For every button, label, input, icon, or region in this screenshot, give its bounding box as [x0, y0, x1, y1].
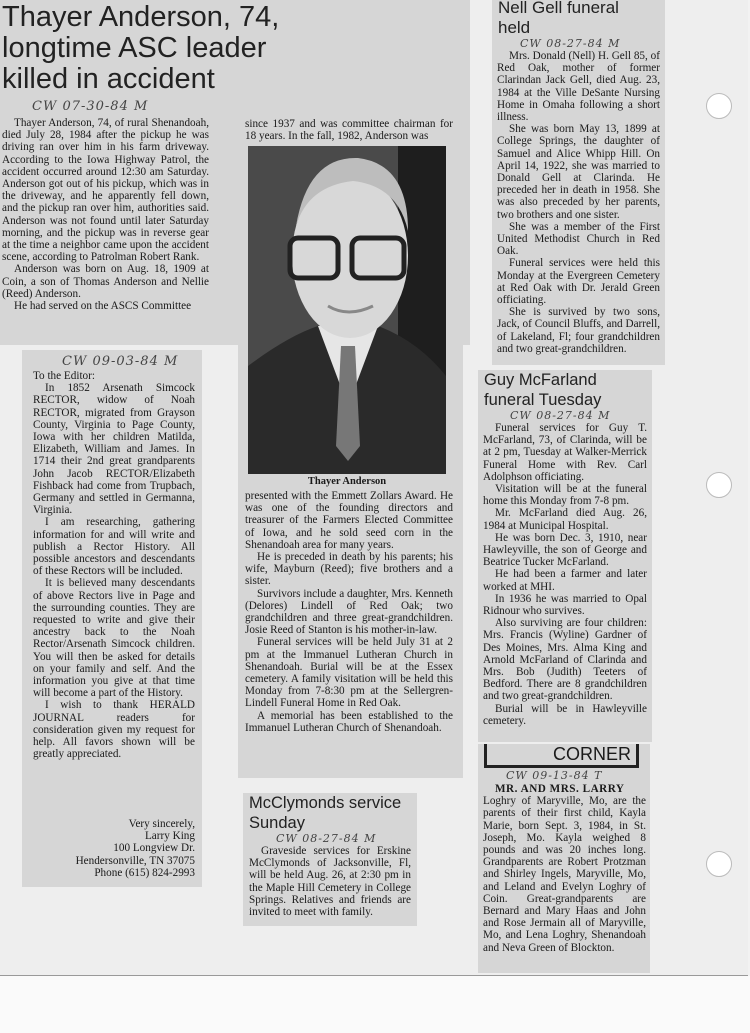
- paragraph: She was born May 13, 1899 at College Springs, the daughter of Samuel and Alice Whipp Hill. On April 14, 1922, she was married to Donald Gell at Clarinda. He preceded her in death in 1958. She was also preceded by her parents, two brothers and one sister.: [497, 123, 660, 221]
- article-body-col2: [245, 118, 453, 142]
- paragraph: presented with the Emmett Zollars Award. He was one of the founding directors and treasurer of the Farmers Elected Committee of Iowa, and he sold seed corn in the Shenandoah area for many years.: [245, 490, 453, 551]
- punch-hole-icon: [706, 851, 732, 877]
- paragraph: He was born Dec. 3, 1910, near Hawleyville, the son of George and Beatrice Tucker McFarland.: [483, 531, 647, 569]
- article-body: [497, 50, 660, 355]
- paragraph: Also surviving are four children: Mrs. Francis (Wyline) Gardner of Des Moines, Mrs. Alma King and Arnold McFarland of Clarinda and Mrs. Bob (Judith) Teeters of Bedford. There are 8 grandchildren and two great-grandchildren.: [483, 617, 647, 703]
- paragraph: Graveside services for Erskine McClymonds of Jacksonville, Fl, will be held Aug. 26, at 2:30 pm in the Maple Hill Cemetery in College Springs. Relatives and friends are invited to meet with family.: [249, 845, 411, 919]
- headline: Nell Gell funeral held: [498, 0, 619, 37]
- paragraph: He is preceded in death by his parents; his wife, Mayburn (Reed); five brothers and a sister.: [245, 551, 453, 588]
- paragraph: Thayer Anderson, 74, of rural Shenandoah, died July 28, 1984 after the pickup he was driving ran over him in his farm driveway. According to the Iowa Highway Patrol, the accident occurred around 12:30 am Saturday. Anderson got out of his pickup, which was in the driveway, and he apparently fell down, and the pickup ran over him, authorities said. Anderson was not found until later Saturday morning, and the pickup was in reverse gear at the time a neighbor came upon the accident scene, according to Patrolman Robert Rank.: [2, 117, 209, 264]
- headline: Thayer Anderson, 74, longtime ASC leader killed in accident: [2, 1, 280, 95]
- punch-hole-icon: [706, 472, 732, 498]
- handwritten-note: CW 08-27-84 M: [510, 409, 611, 422]
- paragraph: Funeral services will be held July 31 at 2 pm at the Immanuel Lutheran Church in Shenandoah. Burial will be at the Essex cemetery. A family visitation will be held this Monday from 7-8:30 pm at the Sellergren-Lindell Funeral Home in Red Oak.: [245, 636, 453, 710]
- salutation: To the Editor:: [33, 370, 95, 382]
- article-body: [483, 422, 647, 727]
- paragraph: I am researching, gathering information for and will write and publish a Rector History. All possible ancestors and descendants of these Rectors will be included.: [33, 516, 195, 578]
- paragraph: Funeral services for Guy T. McFarland, 73, of Clarinda, will be at 2 pm, Tuesday at Walker-Merrick Funeral Home with Rev. Carl Adolphson officiating.: [483, 422, 647, 483]
- handwritten-note: CW 09-13-84 T: [506, 769, 603, 782]
- lead: MR. AND MRS. LARRY: [495, 783, 625, 795]
- paragraph: I wish to thank HERALD JOURNAL readers for consideration given my request for help. All favors shown will be greatly appreciated.: [33, 699, 195, 761]
- paragraph: In 1936 he was married to Opal Ridnour who survives.: [483, 592, 647, 618]
- paragraph: Mr. McFarland died Aug. 26, 1984 at Municipal Hospital.: [483, 507, 647, 532]
- paragraph: A memorial has been established to the Immanuel Lutheran Church of Shenandoah.: [245, 709, 453, 734]
- signature-line: Hendersonville, TN 37075: [75, 854, 195, 867]
- handwritten-note: CW 08-27-84 M: [520, 37, 621, 50]
- paragraph: In 1852 Arsenath Simcock RECTOR, widow of Noah RECTOR, migrated from Grayson County, Virginia to Page County, Iowa with her children Matilda, Elizabeth, William and James. In 1714 their 2nd great grandparents John Jacob RECTOR/Elizabeth Fishback had come from Trupbach, Germany and settled in Germanna, Virginia.: [33, 382, 195, 517]
- paragraph: Anderson was born on Aug. 18, 1909 at Coin, a son of Thomas Anderson and Nellie (Reed) Anderson.: [2, 263, 209, 300]
- signature-line: Larry King: [144, 830, 195, 843]
- page-bottom-margin: [0, 976, 750, 1033]
- handwritten-note: CW 07-30-84 M: [32, 99, 149, 114]
- letter-body: [33, 370, 195, 761]
- corner-heading-box: [484, 744, 639, 768]
- paragraph: Funeral services were held this Monday at the Evergreen Cemetery at Red Oak with Dr. Jerald Green officiating.: [497, 257, 660, 307]
- paragraph: Burial will be in Hawleyville cemetery.: [483, 702, 647, 727]
- paragraph: She is survived by two sons, Jack, of Council Bluffs, and Darrell, of Lakeland, Fl; four grandchildren and two great-grandchildren.: [497, 306, 660, 355]
- headline: Guy McFarland funeral Tuesday: [484, 371, 602, 409]
- portrait-photo: [248, 146, 446, 474]
- punch-hole-icon: [706, 93, 732, 119]
- paragraph: Loghry of Maryville, Mo, are the parents of their first child, Kayla Marie, born Sept. 3, 1984, in St. Joseph, Mo. Kayla weighed 8 pounds and was 20 inches long. Grandparents are Robert Protzman and Shirley Ingels, Maryville, Mo, and Leland and Evelyn Loghry of Coin. Great-grandparents are Bernard and Mary Haas and John and Rose Jermain all of Maryville, Mo, and Lena Loghry, Shenandoah and Neva Green of Blockton.: [483, 795, 646, 954]
- paragraph: Survivors include a daughter, Mrs. Kenneth (Delores) Lindell of Red Oak; two grandchildren and three great-grandchildren. Josie Reed of Stanton is his mother-in-law.: [245, 587, 453, 637]
- handwritten-note: CW 08-27-84 M: [276, 832, 377, 845]
- signature-line: Very sincerely,: [128, 818, 195, 830]
- letter-signature: [33, 818, 195, 879]
- paragraph: She was a member of the First United Methodist Church in Red Oak.: [497, 220, 660, 258]
- headline: McClymonds service Sunday: [249, 794, 402, 832]
- paragraph: He had been a farmer and later worked at MHI.: [483, 568, 647, 593]
- article-body: [249, 845, 411, 918]
- corner-heading: CORNER: [553, 744, 632, 764]
- paragraph: Visitation will be at the funeral home this Monday from 7-8 pm.: [483, 483, 647, 508]
- article-body: [483, 783, 646, 954]
- paragraph: since 1937 and was committee chairman for 18 years. In the fall, 1982, Anderson was: [245, 118, 453, 143]
- article-body-col2-continued: [245, 490, 453, 734]
- paragraph: It is believed many descendants of above Rectors live in Page and the surrounding counties. They are requested to write and give their ancestry back to the Noah Rector/Arsenath Simcock children. You will then be asked for details on your family and self. And the information you give at that time will become a part of the History.: [33, 577, 195, 700]
- paragraph: Mrs. Donald (Nell) H. Gell 85, of Red Oak, mother of former Clarindan Jack Gell, died Aug. 23, 1984 at the Ville DeSante Nursing Home in Omaha following a short illness.: [497, 50, 660, 124]
- signature-line: 100 Longview Dr.: [113, 842, 195, 855]
- handwritten-note: CW 09-03-84 M: [62, 354, 179, 369]
- paragraph: He had served on the ASCS Committee: [14, 300, 192, 313]
- signature-line: Phone (615) 824-2993: [94, 866, 195, 879]
- article-body: [2, 117, 209, 312]
- photo-caption: Thayer Anderson: [307, 476, 387, 487]
